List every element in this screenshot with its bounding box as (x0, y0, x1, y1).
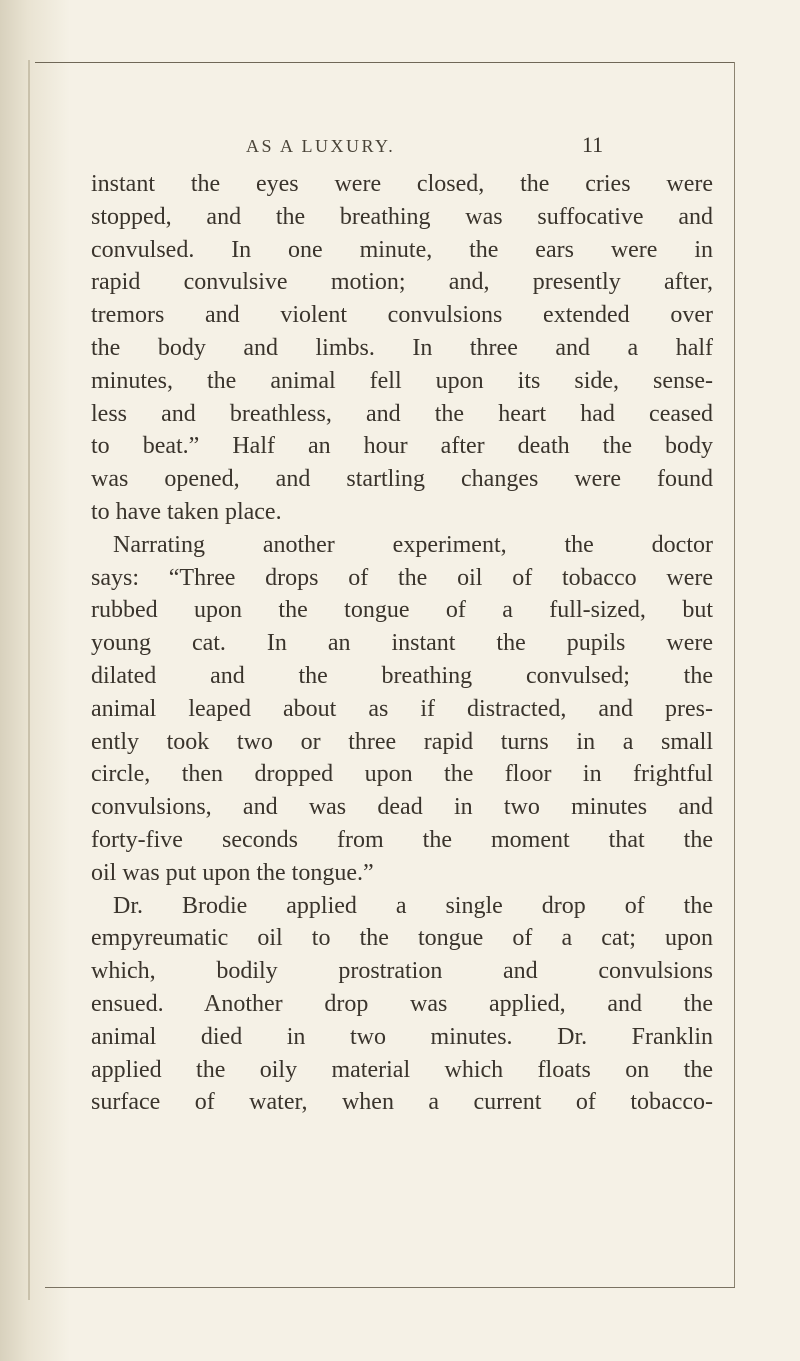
text-line: rapid convulsive motion; and, presently after, (91, 269, 713, 296)
text-line: empyreumatic oil to the tongue of a cat; upon (91, 925, 713, 952)
text-line: convulsed. In one minute, the ears were in (91, 236, 713, 263)
frame-line-bottom (45, 1287, 735, 1288)
text-line: animal died in two minutes. Dr. Franklin (91, 1023, 713, 1050)
frame-line-top (35, 62, 735, 63)
text-line: was opened, and startling changes were found (91, 466, 713, 493)
text-line: instant the eyes were closed, the cries were (91, 171, 713, 197)
text-line: circle, then dropped upon the floor in frightful (91, 761, 713, 788)
text-line: applied the oily material which floats on the (91, 1056, 713, 1083)
text-line: which, bodily prostration and convulsions (91, 958, 713, 985)
text-line: young cat. In an instant the pupils were (91, 630, 713, 657)
text-line: convulsions, and was dead in two minutes and (91, 794, 713, 821)
text-line: rubbed upon the tongue of a full-sized, but (91, 597, 713, 624)
text-line: ently took two or three rapid turns in a small (91, 728, 713, 755)
text-line: Narrating another experiment, the doctor (113, 531, 713, 558)
text-line: surface of water, when a current of tobacco- (91, 1089, 713, 1116)
text-line: tremors and violent convulsions extended over (91, 302, 713, 329)
text-line: forty-five seconds from the moment that the (91, 826, 713, 853)
text-line: says: “Three drops of the oil of tobacco were (91, 564, 713, 591)
text-line: less and breathless, and the heart had ceased (91, 400, 713, 427)
running-head (0, 132, 800, 162)
frame-line-right (734, 62, 735, 1287)
body-text (91, 168, 713, 1119)
text-line: the body and limbs. In three and a half (91, 334, 713, 361)
text-line: stopped, and the breathing was suffocative and (91, 203, 713, 230)
page-number: 11 (582, 132, 604, 157)
text-line: to have taken place. (91, 498, 282, 525)
text-line: oil was put upon the tongue.” (91, 859, 374, 886)
text-line: animal leaped about as if distracted, and pres- (91, 695, 713, 722)
text-line: ensued. Another drop was applied, and the (91, 990, 713, 1017)
text-line: minutes, the animal fell upon its side, sense- (91, 367, 713, 394)
text-line: dilated and the breathing convulsed; the (91, 662, 713, 689)
running-title: AS A LUXURY. (246, 136, 396, 156)
gutter-fold-line (28, 60, 30, 1300)
page-gutter-shadow (0, 0, 70, 1361)
text-line: Dr. Brodie applied a single drop of the (113, 892, 713, 919)
text-line: to beat.” Half an hour after death the body (91, 433, 713, 460)
